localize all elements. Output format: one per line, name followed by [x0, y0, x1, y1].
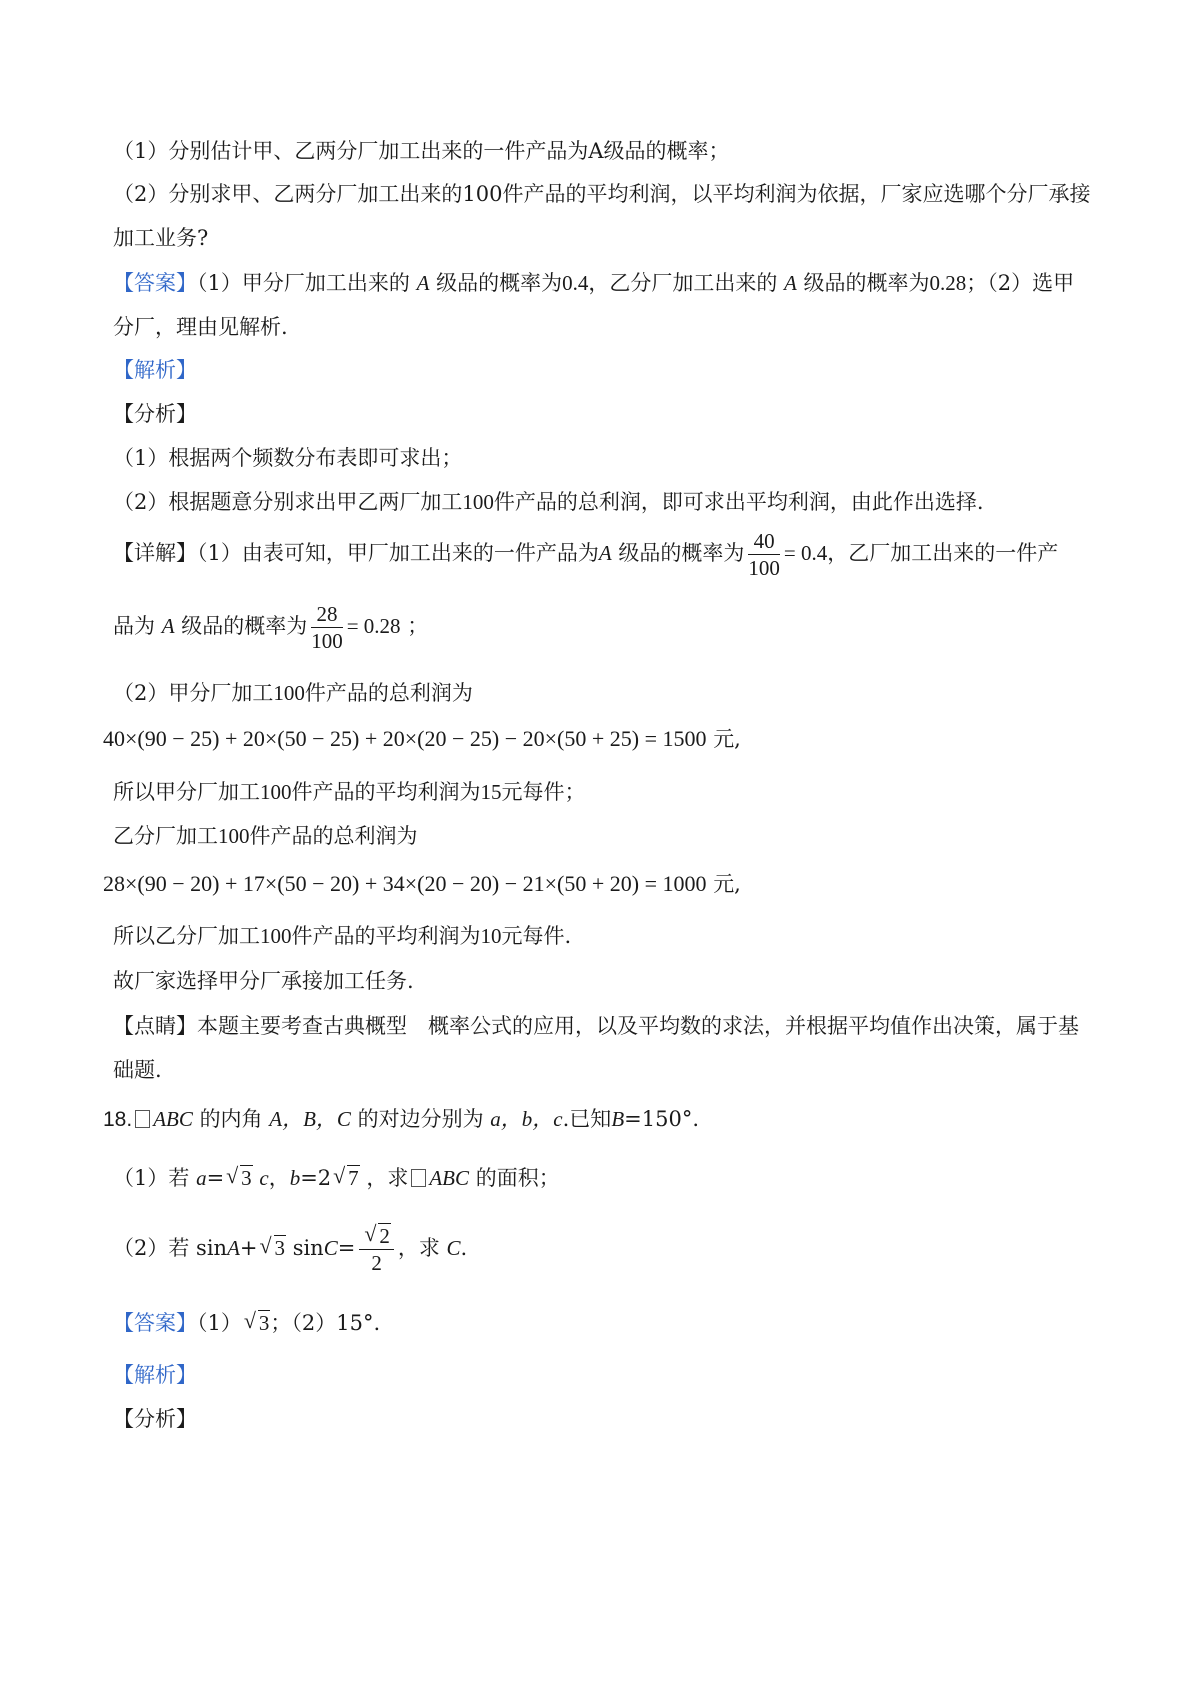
q17-detail-line1	[113, 527, 1058, 581]
detail-text: 元每件；	[501, 780, 586, 804]
stem-text: 的对边分别为	[357, 1107, 484, 1131]
number-100: 100	[462, 490, 494, 514]
var: C	[446, 1236, 461, 1260]
fraction-sqrt2-over-2	[359, 1223, 394, 1276]
answer-text: ；（2）15°.	[270, 1311, 381, 1335]
var: c	[259, 1166, 269, 1190]
q18-fenxi	[113, 1404, 197, 1434]
fenxi-tag: 【分析】	[113, 1407, 197, 1431]
q17-fenxi	[113, 399, 197, 429]
triangle-label: ABC	[429, 1166, 470, 1190]
grade-a: A	[784, 271, 797, 295]
triangle-label: ABC	[153, 1107, 193, 1131]
detail-text: 乙分厂加工	[113, 824, 218, 848]
fenxi-text: （2）根据题意分别求出甲乙两厂加工	[113, 490, 463, 514]
answer-text: ；（2）选甲	[966, 271, 1075, 295]
sqrt-7	[333, 1163, 360, 1193]
q17-expr-b	[103, 869, 741, 899]
q17-part2-line2	[113, 223, 208, 253]
radical-icon: √	[259, 1233, 272, 1258]
fenxi-text: 件产品的总利润，即可求出平均利润，由此作出选择.	[493, 490, 984, 514]
detail-text: 件产品的平均利润为	[291, 780, 481, 804]
part-text: （2）若 sin	[113, 1236, 228, 1260]
q17-part2-text-cont: 加工业务?	[113, 226, 209, 250]
detail-text: 所以甲分厂加工	[113, 780, 260, 804]
part-text: sin	[292, 1236, 324, 1260]
frac-den: 100	[748, 556, 780, 580]
jiexi-tag: 【解析】	[113, 358, 197, 382]
fenxi-tag: 【分析】	[113, 402, 197, 426]
avg-value: 15	[480, 780, 502, 804]
conclusion-text: 故厂家选择甲分厂承接加工任务.	[113, 969, 414, 993]
detail-text: 级品的概率为	[181, 614, 308, 638]
answer-text: 级品的概率为	[436, 271, 563, 295]
part-text: ，求	[366, 1166, 409, 1190]
detail-text: ，乙厂加工出来的一件产	[827, 541, 1059, 565]
detail-text: 品为	[113, 614, 155, 638]
radical-icon: √	[364, 1221, 377, 1246]
frac-num: 28	[311, 601, 343, 628]
q18-part1	[113, 1163, 560, 1193]
q17-part2-profit-b	[113, 821, 418, 851]
q17-fenxi2	[113, 487, 984, 517]
fenxi-text: （1）根据两个频数分布表即可求出；	[113, 446, 463, 470]
answer-tag: 【答案】	[113, 271, 197, 295]
grade-a: A	[598, 541, 612, 565]
detail-text: （1）由表可知，甲厂加工出来的一件产品为	[197, 541, 599, 565]
var: a	[196, 1166, 207, 1190]
q17-fenxi1	[113, 443, 462, 473]
answer-tag: 【答案】	[113, 1311, 197, 1335]
equation: = 0.4	[783, 541, 828, 565]
radical-icon: √	[226, 1163, 239, 1188]
part-text: 的面积；	[475, 1166, 560, 1190]
stem-text: .已知	[562, 1107, 612, 1131]
detail-text: 元每件.	[501, 924, 572, 948]
fraction-40-100	[748, 528, 780, 581]
q17-conclusion	[113, 966, 414, 996]
var: b	[289, 1166, 301, 1190]
prob-value: 0.4	[562, 271, 589, 295]
question-number: 18.	[103, 1108, 133, 1131]
frac-num	[359, 1223, 394, 1250]
frac-den: 2	[371, 1251, 382, 1275]
radical-icon: √	[333, 1163, 346, 1188]
number-100: 100	[218, 824, 250, 848]
answer-text: （1）甲分厂加工出来的	[197, 271, 410, 295]
q17-part2-line1	[113, 179, 1090, 209]
number-100: 100	[273, 681, 305, 705]
q17-part2-profit-a	[113, 678, 473, 708]
q17-avg-a	[113, 777, 586, 807]
part-text: =	[206, 1166, 225, 1190]
radicand: 3	[241, 1166, 252, 1190]
q18-stem	[103, 1104, 699, 1135]
q17-expr-a	[103, 724, 741, 754]
detail-text: 级品的概率为	[618, 541, 745, 565]
q17-jiexi	[113, 355, 197, 385]
avg-value: 10	[480, 924, 502, 948]
q17-answer-line1	[113, 268, 1074, 298]
part-text: .	[460, 1236, 468, 1260]
unit-yuan: 元,	[713, 872, 741, 896]
detail-text: 件产品的总利润为	[249, 824, 418, 848]
detail-tag: 【详解】	[113, 541, 197, 565]
profit-expression: 40×(90 − 25) + 20×(50 − 25) + 20×(20 − 25) − 20×(50 + 25) = 1500	[103, 726, 707, 751]
q17-answer-line2	[113, 312, 288, 342]
frac-num: 40	[748, 528, 780, 555]
triangle-icon	[411, 1169, 426, 1187]
detail-text: ；	[407, 614, 429, 638]
sqrt-3	[226, 1163, 253, 1193]
sqrt-2	[364, 1223, 391, 1249]
q17-dianjing-line1	[113, 1011, 1079, 1041]
frac-den: 100	[311, 629, 343, 653]
stem-vars: a，b，c	[490, 1107, 563, 1131]
radicand: 7	[348, 1166, 359, 1190]
q18-jiexi	[113, 1360, 197, 1390]
part-text: （1）若	[113, 1166, 190, 1190]
q18-part2	[113, 1220, 467, 1276]
radicand: 3	[258, 1311, 270, 1335]
detail-text: 件产品的平均利润为	[291, 924, 481, 948]
radical-icon: √	[243, 1308, 256, 1333]
dianjing-tag: 【点睛】	[113, 1014, 197, 1038]
detail-text: 所以乙分厂加工	[113, 924, 260, 948]
part-text: ，	[268, 1166, 290, 1190]
sqrt-3	[244, 1308, 271, 1338]
var: A	[227, 1236, 240, 1260]
part-text: +	[239, 1236, 258, 1260]
sqrt-3	[260, 1220, 287, 1276]
part-text: ，求	[397, 1236, 440, 1260]
stem-vars: B	[611, 1107, 625, 1131]
grade-a: A	[416, 271, 430, 295]
stem-text: =150°.	[624, 1107, 699, 1131]
profit-expression: 28×(90 − 20) + 17×(50 − 20) + 34×(20 − 20) − 21×(50 + 20) = 1000	[103, 871, 707, 896]
part-text: =2	[300, 1166, 332, 1190]
q18-answer	[113, 1308, 380, 1338]
number-100: 100	[260, 780, 292, 804]
number-100: 100	[260, 924, 292, 948]
answer-text: 级品的概率为	[803, 271, 930, 295]
radicand: 3	[274, 1236, 285, 1260]
dianjing-text: 础题.	[113, 1058, 162, 1082]
q17-dianjing-line2	[113, 1055, 162, 1085]
q17-part1	[113, 136, 730, 166]
grade-a: A	[161, 614, 175, 638]
detail-text: 件产品的总利润为	[304, 681, 473, 705]
q17-detail-line2	[113, 600, 428, 654]
jiexi-tag: 【解析】	[113, 1363, 197, 1387]
q17-part1-text: （1）分别估计甲、乙两分厂加工出来的一件产品为A级品的概率；	[113, 139, 730, 163]
answer-text: ，乙分厂加工出来的	[588, 271, 778, 295]
fraction-28-100	[311, 601, 343, 654]
answer-text: （1）	[197, 1311, 242, 1335]
stem-vars: A，B，C	[269, 1107, 351, 1131]
q17-part2-text: （2）分别求甲、乙两分厂加工出来的100件产品的平均利润，以平均利润为依据，厂家应选哪个分厂承接	[113, 182, 1091, 206]
detail-text: （2）甲分厂加工	[113, 681, 274, 705]
q17-avg-b	[113, 921, 571, 951]
radicand: 2	[379, 1224, 390, 1248]
part-text: =	[337, 1236, 356, 1260]
stem-text: 的内角	[199, 1107, 263, 1131]
prob-value: 0.28	[929, 271, 967, 295]
equation: = 0.28	[346, 614, 401, 638]
unit-yuan: 元,	[713, 727, 741, 751]
dianjing-text: 本题主要考查古典概型 概率公式的应用，以及平均数的求法，并根据平均值作出决策，属于基	[197, 1014, 1079, 1038]
var: C	[323, 1236, 338, 1260]
answer-text: 分厂，理由见解析.	[113, 315, 288, 339]
triangle-icon	[135, 1110, 150, 1128]
